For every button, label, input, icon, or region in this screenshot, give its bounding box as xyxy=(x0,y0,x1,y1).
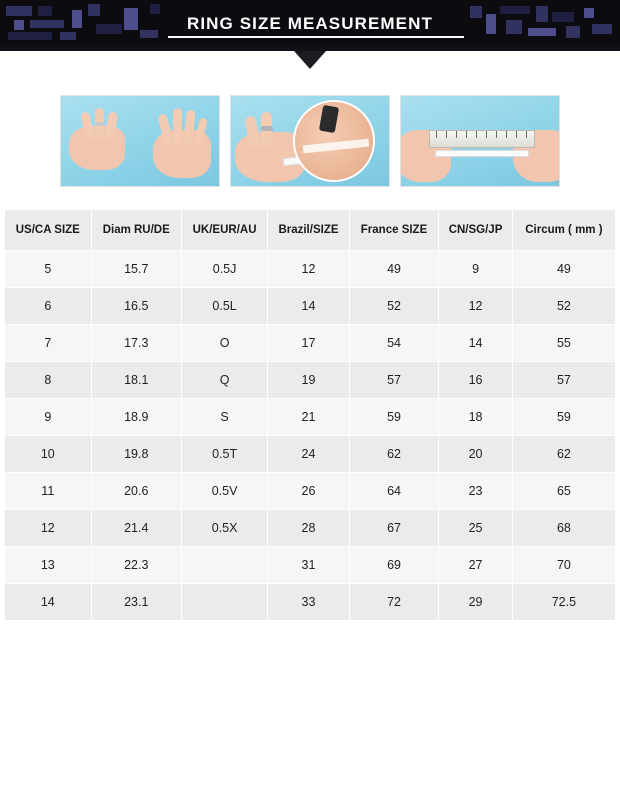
cell-brazil: 24 xyxy=(268,436,350,473)
cell-cn: 25 xyxy=(439,510,513,547)
column-header-circumference: Circum ( mm ) xyxy=(512,210,615,251)
cell-brazil: 12 xyxy=(268,251,350,288)
cell-diam: 20.6 xyxy=(91,473,181,510)
table-body xyxy=(5,251,616,621)
cell-circum: 52 xyxy=(512,288,615,325)
column-header-uk-eur-au: UK/EUR/AU xyxy=(181,210,267,251)
cell-circum: 57 xyxy=(512,362,615,399)
ruler-tick xyxy=(456,131,457,138)
ruler-tick xyxy=(506,131,507,138)
title-underline xyxy=(168,36,464,38)
ruler-tick xyxy=(496,131,497,138)
table-header-row xyxy=(5,210,616,251)
cell-france: 54 xyxy=(349,325,439,362)
table-row xyxy=(5,288,616,325)
size-table-wrapper xyxy=(0,209,620,621)
cell-circum: 49 xyxy=(512,251,615,288)
ruler-tick xyxy=(436,131,437,138)
cell-diam: 23.1 xyxy=(91,584,181,621)
cell-uk: Q xyxy=(181,362,267,399)
cell-france: 64 xyxy=(349,473,439,510)
cell-cn: 18 xyxy=(439,399,513,436)
cell-us-ca: 13 xyxy=(5,547,92,584)
chevron-down-icon xyxy=(294,51,326,69)
cell-cn: 9 xyxy=(439,251,513,288)
cell-diam: 16.5 xyxy=(91,288,181,325)
table-row xyxy=(5,436,616,473)
ring-band xyxy=(95,122,105,126)
cell-france: 67 xyxy=(349,510,439,547)
cell-france: 62 xyxy=(349,436,439,473)
cell-uk: S xyxy=(181,399,267,436)
column-header-france: France SIZE xyxy=(349,210,439,251)
cell-diam: 18.1 xyxy=(91,362,181,399)
cell-us-ca: 10 xyxy=(5,436,92,473)
cell-diam: 15.7 xyxy=(91,251,181,288)
table-row xyxy=(5,584,616,621)
cell-france: 69 xyxy=(349,547,439,584)
cell-us-ca: 6 xyxy=(5,288,92,325)
column-header-cn-sg-jp: CN/SG/JP xyxy=(439,210,513,251)
cell-cn: 16 xyxy=(439,362,513,399)
cell-us-ca: 12 xyxy=(5,510,92,547)
column-header-us-ca: US/CA SIZE xyxy=(5,210,92,251)
ruler-tick xyxy=(466,131,467,138)
cell-brazil: 31 xyxy=(268,547,350,584)
ruler-tick xyxy=(526,131,527,138)
table-row xyxy=(5,547,616,584)
cell-cn: 14 xyxy=(439,325,513,362)
table-row xyxy=(5,399,616,436)
table-header xyxy=(5,210,616,251)
cell-brazil: 19 xyxy=(268,362,350,399)
cell-uk: 0.5X xyxy=(181,510,267,547)
cell-france: 57 xyxy=(349,362,439,399)
cell-circum: 65 xyxy=(512,473,615,510)
arrow-wrapper xyxy=(0,51,620,77)
cell-us-ca: 8 xyxy=(5,362,92,399)
cell-circum: 70 xyxy=(512,547,615,584)
table-row xyxy=(5,510,616,547)
cell-uk: O xyxy=(181,325,267,362)
cell-circum: 55 xyxy=(512,325,615,362)
cell-us-ca: 7 xyxy=(5,325,92,362)
cell-france: 52 xyxy=(349,288,439,325)
column-header-brazil: Brazil/SIZE xyxy=(268,210,350,251)
paper-strip xyxy=(435,150,529,157)
table-row xyxy=(5,251,616,288)
table-row xyxy=(5,473,616,510)
cell-brazil: 14 xyxy=(268,288,350,325)
magnifier-circle xyxy=(293,100,375,182)
hands-comparison-photo xyxy=(60,95,220,187)
cell-diam: 17.3 xyxy=(91,325,181,362)
cell-diam: 21.4 xyxy=(91,510,181,547)
ruler-tick xyxy=(516,131,517,138)
cell-cn: 27 xyxy=(439,547,513,584)
cell-brazil: 21 xyxy=(268,399,350,436)
ring-size-table xyxy=(4,209,616,621)
cell-circum: 68 xyxy=(512,510,615,547)
ruler-tick xyxy=(446,131,447,138)
finger-shape xyxy=(173,108,182,144)
page-title: RING SIZE MEASUREMENT xyxy=(186,13,433,33)
ruler-tick xyxy=(476,131,477,138)
cell-france: 49 xyxy=(349,251,439,288)
cell-circum: 59 xyxy=(512,399,615,436)
cell-us-ca: 9 xyxy=(5,399,92,436)
cell-france: 72 xyxy=(349,584,439,621)
cell-diam: 18.9 xyxy=(91,399,181,436)
cell-france: 59 xyxy=(349,399,439,436)
ruler xyxy=(429,130,535,148)
cell-cn: 20 xyxy=(439,436,513,473)
header-banner xyxy=(0,0,620,47)
ruler-tick xyxy=(486,131,487,138)
cell-cn: 29 xyxy=(439,584,513,621)
cell-circum: 72.5 xyxy=(512,584,615,621)
cell-us-ca: 14 xyxy=(5,584,92,621)
ring-band xyxy=(261,126,273,131)
cell-uk: 0.5V xyxy=(181,473,267,510)
table-row xyxy=(5,362,616,399)
photo-strip xyxy=(0,77,620,187)
cell-cn: 12 xyxy=(439,288,513,325)
table-row xyxy=(5,325,616,362)
column-header-diam-ru-de: Diam RU/DE xyxy=(91,210,181,251)
cell-uk xyxy=(181,584,267,621)
cell-brazil: 28 xyxy=(268,510,350,547)
cell-us-ca: 5 xyxy=(5,251,92,288)
ruler-measure-photo xyxy=(400,95,560,187)
cell-uk: 0.5L xyxy=(181,288,267,325)
cell-diam: 19.8 xyxy=(91,436,181,473)
cell-cn: 23 xyxy=(439,473,513,510)
cell-uk xyxy=(181,547,267,584)
cell-brazil: 26 xyxy=(268,473,350,510)
cell-brazil: 17 xyxy=(268,325,350,362)
ring-on-finger-zoom-photo xyxy=(230,95,390,187)
cell-uk: 0.5T xyxy=(181,436,267,473)
cell-us-ca: 11 xyxy=(5,473,92,510)
cell-diam: 22.3 xyxy=(91,547,181,584)
cell-circum: 62 xyxy=(512,436,615,473)
cell-uk: 0.5J xyxy=(181,251,267,288)
cell-brazil: 33 xyxy=(268,584,350,621)
